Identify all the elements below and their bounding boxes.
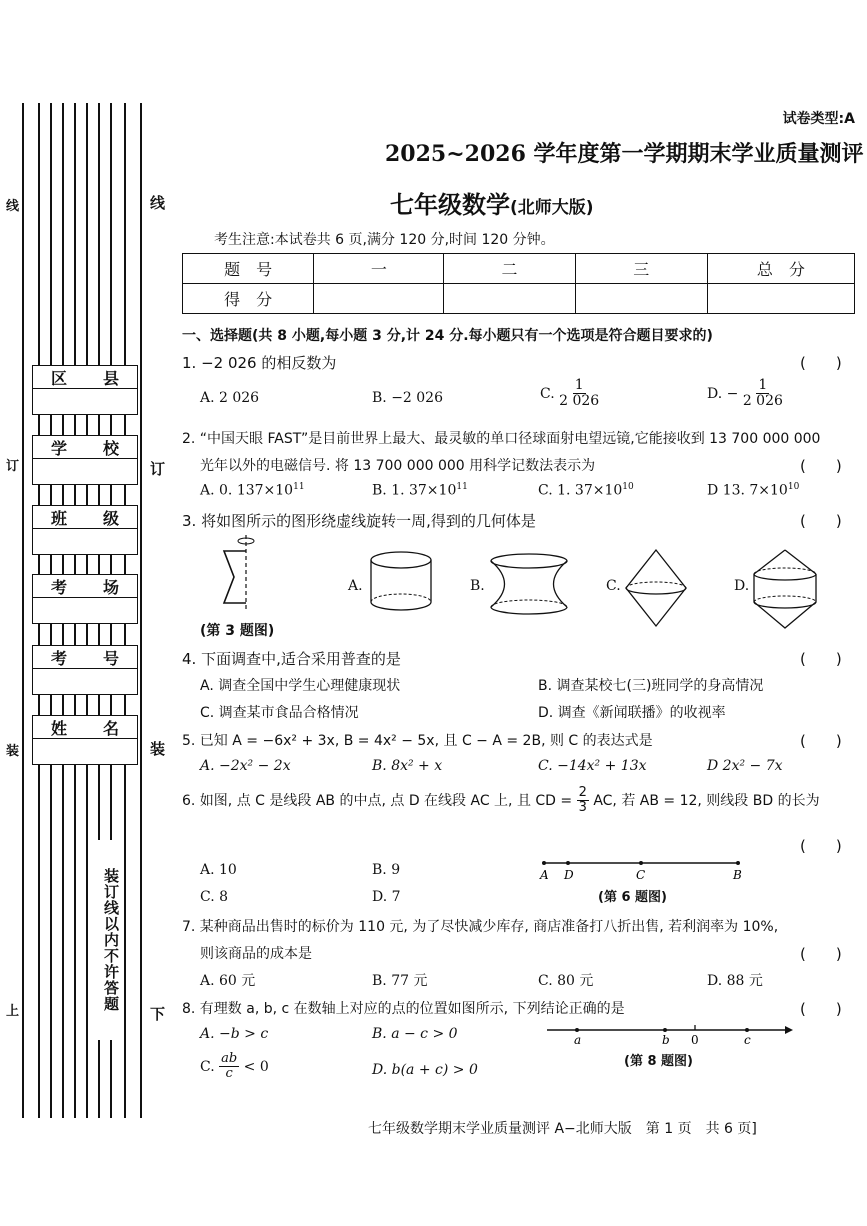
score-table (182, 253, 855, 314)
subject-line (390, 185, 594, 220)
inner-char-xian: 线 (150, 194, 166, 212)
field-exam-room[interactable]: 考 场 (32, 574, 138, 624)
q6-point-d: D (564, 868, 574, 882)
q3-option-b-label: B. (470, 578, 485, 594)
score-label-cell: 得 分 (183, 284, 314, 314)
q6-point-b: B (733, 868, 742, 882)
subject-title: 七年级数学 (390, 191, 510, 219)
q7-option-c: C. 80 元 (538, 973, 594, 989)
q2-option-a: A. 0. $137\times 10^{11}$ (200, 482, 305, 499)
q6-point-a: A (540, 868, 549, 882)
exam-notice: 考生注意:本试卷共 6 页,满分 120 分,时间 120 分钟。 (214, 232, 555, 248)
q8-number-line (545, 1020, 795, 1050)
field-name[interactable]: 姓 名 (32, 715, 138, 765)
q2-option-d: D 13. $7\times 10^{10}$ (707, 482, 800, 499)
q3-option-d-cone-cylinder (750, 548, 820, 630)
q3-figure-shape (218, 533, 258, 613)
field-exam-number-blank[interactable] (32, 669, 138, 695)
q3-answer-paren[interactable]: ( ) (800, 512, 842, 530)
q3-caption: (第 3 题图) (200, 623, 275, 639)
q8-stem: 8. 有理数 a, b, c 在数轴上对应的点的位置如图所示, 下列结论正确的是 (182, 1001, 625, 1017)
score-table-score-row (183, 284, 855, 314)
q7-stem-line1: 7. 某种商品出售时的标价为 110 元, 为了尽快减少库存, 商店准备打八折出售, 若利润率为 10%, (182, 919, 779, 935)
score-blank-cell[interactable] (575, 284, 707, 314)
q8-option-c: C. $\frac{ab}{c}$ < 0 (200, 1051, 269, 1082)
q6-option-b: B. 9 (372, 862, 401, 878)
field-exam-room-blank[interactable] (32, 598, 138, 624)
score-blank-cell[interactable] (707, 284, 854, 314)
q8-option-a: A. −b > c (200, 1026, 269, 1042)
q4-option-c: C. 调查某市食品合格情况 (200, 705, 359, 721)
q3-option-a-cylinder (366, 550, 436, 615)
q3-option-c-double-cone (624, 548, 688, 628)
field-school[interactable]: 学 校 (32, 435, 138, 485)
score-table-header-row (183, 254, 855, 284)
q5-stem: 5. 已知 A = −6x² + 3x, B = 4x² − 5x, 且 C − A = 2B, 则 C 的表达式是 (182, 733, 653, 749)
q6-option-c: C. 8 (200, 889, 229, 905)
q7-option-b: B. 77 元 (372, 973, 428, 989)
q4-stem: 4. 下面调查中,适合采用普查的是 (182, 650, 401, 668)
q8-caption: (第 8 题图) (624, 1054, 693, 1069)
field-name-blank[interactable] (32, 739, 138, 765)
score-header-cell: 二 (444, 254, 575, 284)
score-blank-cell[interactable] (314, 284, 444, 314)
field-exam-number[interactable]: 考 号 (32, 645, 138, 695)
q6-answer-paren[interactable]: ( ) (800, 837, 842, 855)
page-footer: 七年级数学期末学业质量测评 A−北师大版 第 1 页 共 6 页] (368, 1121, 757, 1137)
q8-point-a: a (574, 1033, 582, 1047)
q1-option-b: B. −2 026 (372, 390, 443, 406)
inner-char-ding: 订 (150, 460, 166, 478)
margin-char-xian: 线 (6, 199, 20, 214)
q2-stem-line1: 2. “中国天眼 FAST”是目前世界上最大、最灵敏的单口径球面射电望远镜,它能接收到 13 700 000 000 (182, 431, 821, 447)
q4-answer-paren[interactable]: ( ) (800, 650, 842, 668)
q6-caption: (第 6 题图) (598, 890, 667, 905)
q2-option-b: B. 1. $37\times 10^{11}$ (372, 482, 468, 499)
q1-option-d: D. − $\frac{1}{2 026}$ (707, 377, 783, 410)
q1-answer-paren[interactable]: ( ) (800, 354, 842, 372)
field-district-blank[interactable] (32, 389, 138, 415)
field-school-blank[interactable] (32, 459, 138, 485)
q7-stem-line2: 则该商品的成本是 (200, 946, 312, 962)
q3-option-d-label: D. (734, 578, 750, 594)
q8-answer-paren[interactable]: ( ) (800, 1000, 842, 1018)
q7-option-a: A. 60 元 (200, 973, 256, 989)
q7-option-d: D. 88 元 (707, 973, 763, 989)
q5-option-a: A. −2x² − 2x (200, 758, 291, 774)
q4-option-d: D. 调查《新闻联播》的收视率 (538, 705, 726, 721)
score-header-cell: 一 (314, 254, 444, 284)
q8-option-b: B. a − c > 0 (372, 1026, 458, 1042)
score-blank-cell[interactable] (444, 284, 575, 314)
margin-char-ding: 订 (6, 459, 20, 474)
q3-option-c-label: C. (606, 578, 621, 594)
exam-title: 2025~2026 学年度第一学期期末学业质量测评 (385, 141, 864, 167)
no-answer-notice: 装订线以内不许答题 (92, 840, 122, 1040)
q8-option-d: D. b(a + c) > 0 (372, 1062, 478, 1078)
q2-stem-line2: 光年以外的电磁信号. 将 13 700 000 000 用科学记数法表示为 (200, 458, 596, 474)
q1-option-c: C. $\frac{1}{2 026}$ (540, 377, 600, 410)
q8-point-b: b (662, 1033, 670, 1047)
q3-option-a-label: A. (348, 578, 363, 594)
q6-segment-figure (538, 855, 748, 885)
q5-option-d: D 2x² − 7x (707, 758, 783, 774)
score-header-cell: 总 分 (707, 254, 854, 284)
paper-type: 试卷类型:A (782, 111, 855, 127)
q1-option-a: A. 2 026 (200, 390, 260, 406)
section-one-heading: 一、选择题(共 8 小题,每小题 3 分,计 24 分.每小题只有一个选项是符合题目要求的) (182, 328, 713, 344)
field-district[interactable]: 区 县 (32, 365, 138, 415)
inner-char-xia: 下 (150, 1005, 166, 1023)
margin-char-zhuang: 装 (6, 744, 20, 759)
q6-stem: 6. 如图, 点 C 是线段 AB 的中点, 点 D 在线段 AC 上, 且 CD = $\frac{2}{3}$ AC, 若 AB = 12, 则线段 BD 的长为 (182, 785, 820, 816)
margin-char-shang: 上 (6, 1004, 20, 1019)
q4-option-a: A. 调查全国中学生心理健康现状 (200, 678, 401, 694)
q5-option-c: C. −14x² + 13x (538, 758, 647, 774)
q7-answer-paren[interactable]: ( ) (800, 945, 842, 963)
q1-stem: 1. −2 026 的相反数为 (182, 354, 337, 372)
field-class[interactable]: 班 级 (32, 505, 138, 555)
edition: (北师大版) (510, 198, 594, 218)
score-header-cell: 题 号 (183, 254, 314, 284)
q8-point-zero: 0 (691, 1033, 699, 1047)
q3-stem: 3. 将如图所示的图形绕虚线旋转一周,得到的几何体是 (182, 512, 536, 530)
q6-option-d: D. 7 (372, 889, 401, 905)
q2-option-c: C. 1. $37\times 10^{10}$ (538, 482, 634, 499)
q5-option-b: B. 8x² + x (372, 758, 443, 774)
q5-answer-paren[interactable]: ( ) (800, 732, 842, 750)
q3-option-b-hyperboloid (488, 552, 570, 617)
q6-point-c: C (636, 868, 646, 882)
score-header-cell: 三 (575, 254, 707, 284)
q4-option-b: B. 调查某校七(三)班同学的身高情况 (538, 678, 764, 694)
inner-char-zhuang: 装 (150, 740, 166, 758)
q8-point-c: c (744, 1033, 751, 1047)
field-class-blank[interactable] (32, 529, 138, 555)
q6-option-a: A. 10 (200, 862, 237, 878)
q2-answer-paren[interactable]: ( ) (800, 457, 842, 475)
